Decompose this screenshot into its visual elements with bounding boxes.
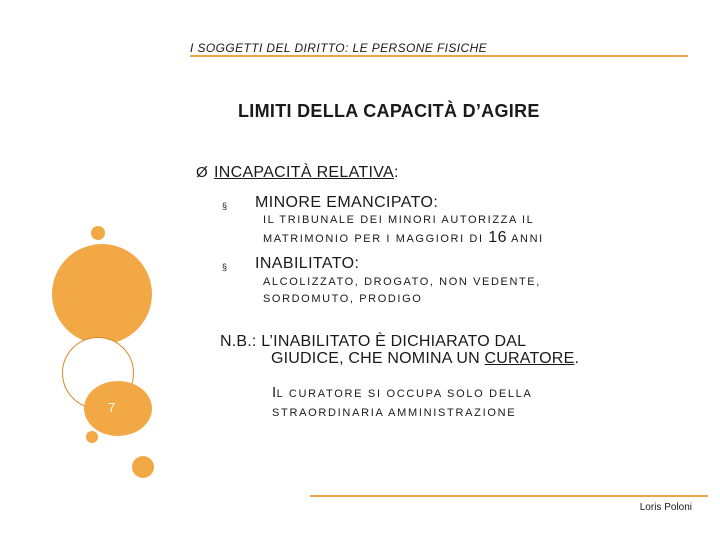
note-line: N.B.: L’INABILITATO È DICHIARATO DAL <box>220 333 527 350</box>
square-bullet-icon: § <box>222 201 228 211</box>
curatore-link: CURATORE <box>484 350 575 367</box>
main-point <box>214 164 399 182</box>
curatore-line: IL CURATORE SI OCCUPA SOLO DELLA <box>272 384 533 401</box>
item-label-minore: MINORE EMANCIPATO: <box>255 194 439 211</box>
decor-circle-large <box>52 244 152 344</box>
footer-divider <box>310 495 708 497</box>
arrow-bullet-icon: Ø <box>196 164 208 181</box>
item-detail-minore <box>263 212 544 248</box>
page-number-circle <box>84 381 152 436</box>
header-divider <box>190 55 688 57</box>
slide-title: LIMITI DELLA CAPACITÀ D’AGIRE <box>238 101 540 121</box>
curatore-text <box>272 383 533 423</box>
age-number: 16 <box>488 229 508 246</box>
item-detail-line: SORDOMUTO, PRODIGO <box>263 293 423 305</box>
note-line: GIUDICE, CHE NOMINA UN CURATORE. <box>271 350 580 367</box>
item-detail-line: IL TRIBUNALE DEI MINORI AUTORIZZA IL <box>263 214 535 226</box>
note-block <box>220 333 579 367</box>
item-detail-line: MATRIMONIO PER I MAGGIORI DI 16 ANNI <box>263 229 544 246</box>
footer-author: Loris Poloni <box>639 502 692 513</box>
item-detail-line: ALCOLIZZATO, DROGATO, NON VEDENTE, <box>263 276 541 288</box>
item-label-inabilitato: INABILITATO: <box>255 255 360 272</box>
header-title: I SOGGETTI DEL DIRITTO: LE PERSONE FISICHE <box>190 41 488 55</box>
decor-circle-tiny <box>86 431 98 443</box>
main-point-label: INCAPACITÀ RELATIVA <box>214 164 394 181</box>
curatore-line: STRAORDINARIA AMMINISTRAZIONE <box>272 407 517 419</box>
item-detail-inabilitato <box>263 274 541 308</box>
decor-circle-medium <box>132 456 154 478</box>
main-point-suffix: : <box>393 164 399 181</box>
square-bullet-icon: § <box>222 262 228 272</box>
page-number: 7 <box>108 400 116 415</box>
decor-circle-small-top <box>91 226 105 240</box>
